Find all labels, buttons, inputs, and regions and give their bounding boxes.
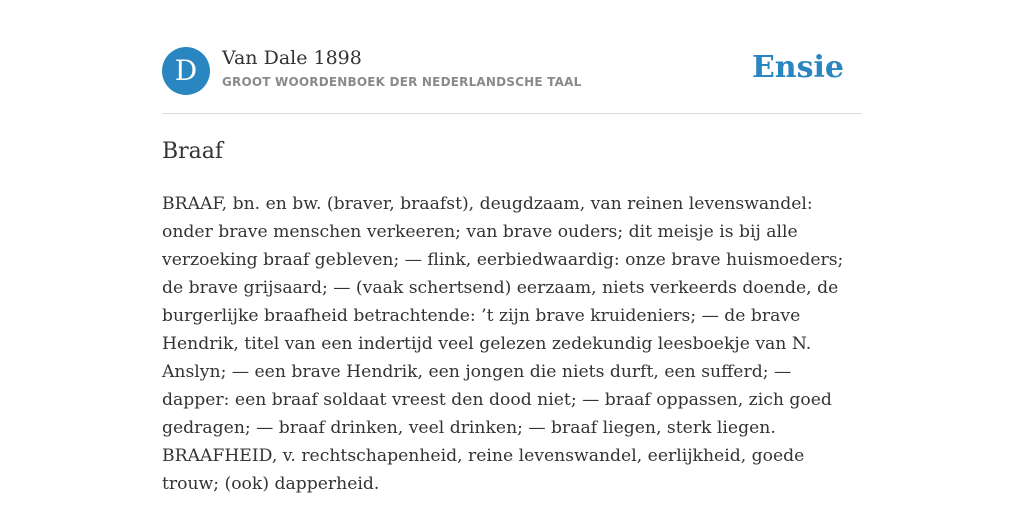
source-header xyxy=(162,0,862,114)
brand-logo[interactable]: Ensie xyxy=(751,50,844,85)
entry-definition: BRAAF, bn. en bw. (braver, braafst), deugdzaam, van reinen levenswandel: onder brave menschen verkeeren; van brave ouders; dit meisje is bij alle verzoeking braaf gebleven; — flink, eerbiedwaardig: onze brave huismoeders; de brave grijsaard; — (vaak schertsend) eerzaam, niets verkeerds doende, de burgerlijke braafheid betrachtende: ’t zijn brave kruideniers; — de brave Hendrik, titel van een indertijd veel gelezen zedekundig leesboekje van N. Anslyn; — een brave Hendrik, een jongen die niets durft, een sufferd; — dapper: een braaf soldaat vreest den dood niet; — braaf oppassen, zich goed gedragen; — braaf drinken, veel drinken; — braaf liegen, sterk liegen. BRAAFHEID, v. rechtschapenheid, reine levenswandel, eerlijkheid, goede trouw; (ook) dapperheid. xyxy=(162,194,844,494)
source-logo: D xyxy=(162,47,210,95)
dictionary-card xyxy=(162,0,862,494)
source-subtitle: GROOT WOORDENBOEK DER NEDERLANDSCHE TAAL xyxy=(222,75,582,89)
entry-title: Braaf xyxy=(162,139,224,164)
source-title[interactable]: Van Dale 1898 xyxy=(222,47,362,69)
